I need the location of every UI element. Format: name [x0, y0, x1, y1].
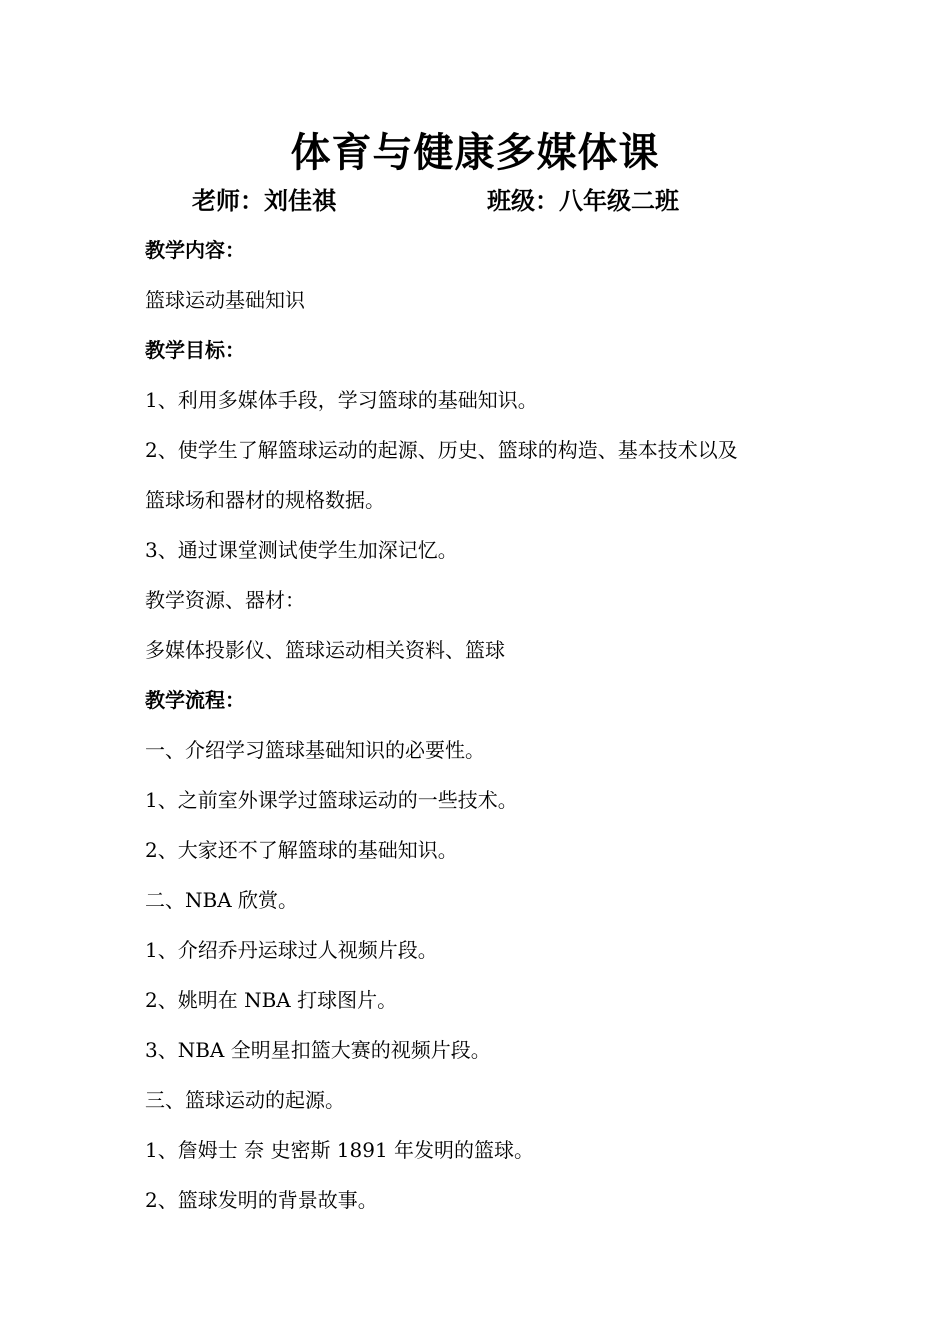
- resources-text: 多媒体投影仪、篮球运动相关资料、篮球: [145, 638, 505, 662]
- content-heading: 教学内容：: [145, 238, 245, 262]
- goal-item: 1、利用多媒体手段，学习篮球的基础知识。: [145, 388, 538, 412]
- class-info: 班级：八年级二班: [487, 186, 679, 215]
- goal-item: 篮球场和器材的规格数据。: [145, 488, 385, 512]
- process-item: 三、篮球运动的起源。: [145, 1088, 345, 1112]
- process-item: 1、介绍乔丹运球过人视频片段。: [145, 938, 438, 962]
- process-item: 1、之前室外课学过篮球运动的一些技术。: [145, 788, 518, 812]
- resources-heading: 教学资源、器材：: [145, 588, 305, 612]
- teacher-name: 老师：刘佳祺: [192, 186, 336, 215]
- content-text: 篮球运动基础知识: [145, 288, 305, 312]
- goal-item: 3、通过课堂测试使学生加深记忆。: [145, 538, 458, 562]
- process-item: 2、大家还不了解篮球的基础知识。: [145, 838, 458, 862]
- process-item: 一、介绍学习篮球基础知识的必要性。: [145, 738, 485, 762]
- goal-item: 2、使学生了解篮球运动的起源、历史、篮球的构造、基本技术以及: [145, 438, 738, 462]
- process-item: 2、篮球发明的背景故事。: [145, 1188, 378, 1212]
- process-heading: 教学流程：: [145, 688, 245, 712]
- goals-heading: 教学目标：: [145, 338, 245, 362]
- process-item: 1、詹姆士 奈 史密斯 1891 年发明的篮球。: [145, 1138, 535, 1162]
- process-item: 3、NBA 全明星扣篮大赛的视频片段。: [145, 1038, 491, 1062]
- process-item: 二、NBA 欣赏。: [145, 888, 298, 912]
- process-item: 2、姚明在 NBA 打球图片。: [145, 988, 398, 1012]
- document-title: 体育与健康多媒体课: [290, 129, 660, 176]
